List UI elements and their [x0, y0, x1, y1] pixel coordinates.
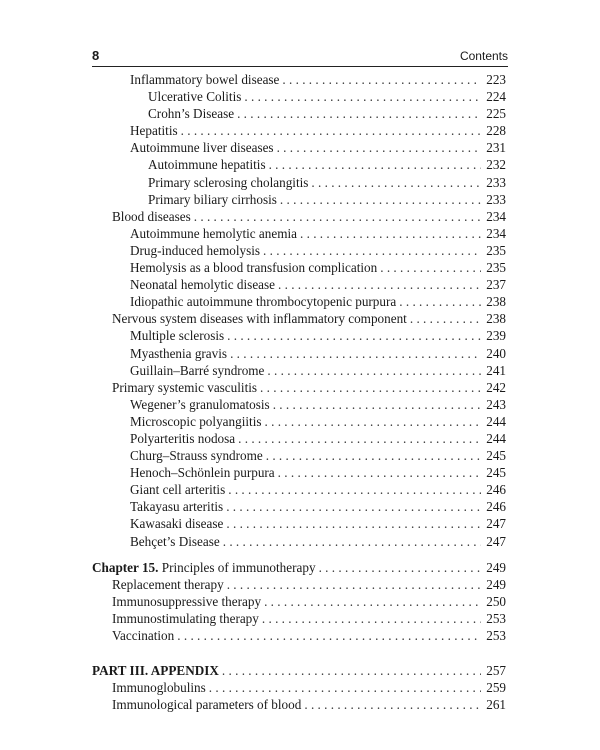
toc-entry-page: 249 — [486, 559, 506, 575]
toc-entry-label: Immunological parameters of blood — [112, 697, 302, 713]
dot-leader — [278, 464, 481, 481]
toc-entry[interactable] — [92, 533, 506, 550]
toc-entry-page: 247 — [486, 516, 506, 532]
toc-entry-page: 231 — [486, 140, 506, 156]
dot-leader — [399, 293, 481, 310]
toc-entry[interactable] — [92, 88, 506, 105]
toc-entry[interactable] — [92, 293, 506, 310]
dot-leader — [194, 208, 481, 225]
toc-entry-label: Hepatitis — [130, 123, 178, 139]
dot-leader — [238, 430, 481, 447]
toc-entry[interactable] — [92, 105, 506, 122]
toc-entry-label: Inflammatory bowel disease — [130, 72, 280, 87]
toc-entry-page: 253 — [486, 610, 506, 626]
toc-entry-label: Kawasaki disease — [130, 516, 224, 532]
toc-entry-page: 242 — [486, 379, 506, 395]
toc-entry[interactable] — [92, 259, 506, 276]
toc-part-3-items — [92, 679, 506, 713]
dot-leader — [269, 156, 481, 173]
toc-entry-page: 233 — [486, 191, 506, 207]
dot-leader — [264, 593, 481, 610]
toc-entry-page: 233 — [486, 174, 506, 190]
toc-entry-page: 234 — [486, 225, 506, 241]
toc-entry-label: Giant cell arteritis — [130, 482, 226, 498]
running-title: Contents — [459, 49, 508, 63]
dot-leader — [209, 679, 481, 696]
toc-entry-page: 249 — [486, 576, 506, 592]
toc-entry[interactable] — [92, 208, 506, 225]
toc-entry-label: Neonatal hemolytic disease — [130, 277, 276, 293]
dot-leader — [304, 696, 481, 713]
toc-section-group1 — [92, 71, 506, 550]
toc-entry-page: 228 — [486, 123, 506, 139]
toc-entry-page: 246 — [486, 482, 506, 498]
dot-leader — [280, 191, 481, 208]
toc-entry-label: Drug-induced hemolysis — [130, 242, 261, 258]
toc-entry[interactable] — [92, 225, 506, 242]
toc-entry-page: 235 — [486, 260, 506, 276]
toc-part-3[interactable] — [92, 662, 506, 679]
toc-entry[interactable] — [92, 139, 506, 156]
dot-leader — [237, 105, 481, 122]
toc-entry-page: 234 — [486, 208, 506, 224]
toc-entry[interactable] — [92, 593, 506, 610]
dot-leader — [262, 610, 481, 627]
toc-entry-label: Immunoglobulins — [112, 680, 206, 696]
dot-leader — [230, 345, 481, 362]
dot-leader — [265, 413, 482, 430]
toc-entry-label: Microscopic polyangiitis — [130, 413, 262, 429]
toc-entry-page: 261 — [486, 697, 506, 713]
dot-leader — [181, 122, 481, 139]
toc-entry[interactable] — [92, 310, 506, 327]
toc-entry-page: 241 — [486, 362, 506, 378]
toc-entry-page: 257 — [486, 663, 506, 679]
dot-leader — [300, 225, 481, 242]
page-header — [92, 46, 508, 67]
toc-entry-page: 238 — [486, 311, 506, 327]
dot-leader — [226, 498, 481, 515]
toc-entry-label: Nervous system diseases with inflammatory component — [112, 311, 407, 327]
page-number: 8 — [92, 48, 100, 63]
toc-entry-label: Autoimmune hemolytic anemia — [130, 225, 298, 241]
toc-entry-label: Churg–Strauss syndrome — [130, 448, 263, 464]
toc-entry[interactable] — [92, 396, 506, 413]
dot-leader — [273, 396, 481, 413]
toc-entry[interactable] — [92, 576, 506, 593]
dot-leader — [277, 139, 481, 156]
toc-entry-page: 245 — [486, 448, 506, 464]
toc-entry[interactable] — [92, 464, 506, 481]
toc-entry-label: Immunostimulating therapy — [112, 610, 259, 626]
spacer — [92, 550, 506, 559]
toc-entry-page: 246 — [486, 499, 506, 515]
toc-entry-label: PART III. APPENDIX — [92, 663, 219, 679]
toc-entry-page: 223 — [486, 72, 506, 87]
table-of-contents — [92, 71, 506, 713]
toc-entry[interactable] — [92, 191, 506, 208]
dot-leader — [410, 310, 481, 327]
toc-entry-label: Primary biliary cirrhosis — [148, 191, 277, 207]
dot-leader — [380, 259, 481, 276]
toc-entry-label: Blood diseases — [112, 208, 191, 224]
toc-entry[interactable] — [92, 627, 506, 644]
spacer — [92, 644, 506, 662]
toc-entry[interactable] — [92, 122, 506, 139]
toc-entry-label: Immunosuppressive therapy — [112, 593, 262, 609]
toc-entry-label: Primary systemic vasculitis — [112, 379, 258, 395]
toc-entry[interactable] — [92, 610, 506, 627]
toc-entry-page: 232 — [486, 157, 506, 173]
toc-entry-label: Ulcerative Colitis — [148, 89, 242, 105]
toc-entry[interactable] — [92, 71, 506, 88]
chapter-prefix: Chapter 15. — [92, 559, 159, 575]
toc-entry-label: Behçet’s Disease — [130, 533, 220, 549]
toc-entry-label: Autoimmune hepatitis — [148, 157, 266, 173]
toc-entry-label: Autoimmune liver diseases — [130, 140, 274, 156]
dot-leader — [278, 276, 481, 293]
dot-leader — [260, 379, 481, 396]
dot-leader — [263, 242, 481, 259]
dot-leader — [311, 174, 481, 191]
toc-entry-page: 244 — [486, 430, 506, 446]
toc-entry-page: 245 — [486, 465, 506, 481]
dot-leader — [227, 327, 481, 344]
toc-entry-page: 247 — [486, 533, 506, 549]
toc-chapter-15-items — [92, 576, 506, 644]
toc-entry[interactable] — [92, 379, 506, 396]
toc-entry-page: 237 — [486, 277, 506, 293]
toc-entry-label: Replacement therapy — [112, 576, 224, 592]
toc-entry[interactable] — [92, 362, 506, 379]
toc-entry-label: Vaccination — [112, 628, 175, 643]
dot-leader — [223, 533, 481, 550]
toc-entry[interactable] — [92, 515, 506, 532]
toc-entry[interactable] — [92, 242, 506, 259]
dot-leader — [227, 576, 481, 593]
chapter-title: Principles of immunotherapy — [158, 559, 316, 575]
toc-entry[interactable] — [92, 413, 506, 430]
toc-entry-page: 224 — [486, 89, 506, 105]
toc-entry[interactable] — [92, 174, 506, 191]
toc-entry-page: 239 — [486, 328, 506, 344]
dot-leader — [244, 88, 481, 105]
toc-entry[interactable] — [92, 327, 506, 344]
dot-leader — [177, 627, 481, 644]
toc-entry[interactable] — [92, 156, 506, 173]
toc-entry[interactable] — [92, 430, 506, 447]
dot-leader — [226, 515, 481, 532]
toc-entry-label: Henoch–Schönlein purpura — [130, 465, 275, 481]
toc-chapter-15[interactable] — [92, 559, 506, 576]
toc-entry-label: Crohn’s Disease — [148, 106, 235, 122]
toc-entry-page: 238 — [486, 294, 506, 310]
dot-leader — [222, 662, 481, 679]
dot-leader — [266, 447, 481, 464]
toc-entry[interactable] — [92, 696, 506, 713]
toc-entry-page: 235 — [486, 242, 506, 258]
toc-entry-page: 250 — [486, 593, 506, 609]
toc-entry[interactable] — [92, 345, 506, 362]
toc-entry-page: 243 — [486, 396, 506, 412]
toc-entry-label: Primary sclerosing cholangitis — [148, 174, 309, 190]
toc-entry-label: Polyarteritis nodosa — [130, 430, 236, 446]
toc-entry-label: Multiple sclerosis — [130, 328, 225, 344]
toc-entry-page: 225 — [486, 106, 506, 122]
toc-entry-page: 240 — [486, 345, 506, 361]
toc-entry-page: 253 — [486, 628, 506, 643]
toc-entry-label — [92, 559, 316, 576]
toc-entry-label: Myasthenia gravis — [130, 345, 228, 361]
toc-entry-label: Hemolysis as a blood transfusion complication — [130, 260, 378, 276]
toc-entry-label: Idiopathic autoimmune thrombocytopenic purpura — [130, 294, 397, 310]
toc-entry-label: Takayasu arteritis — [130, 499, 224, 515]
dot-leader — [228, 481, 481, 498]
toc-entry-label: Guillain–Barré syndrome — [130, 362, 265, 378]
toc-entry-page: 259 — [486, 680, 506, 696]
dot-leader — [267, 362, 481, 379]
toc-entry[interactable] — [92, 481, 506, 498]
toc-entry[interactable] — [92, 679, 506, 696]
toc-entry-page: 244 — [486, 413, 506, 429]
toc-entry-label: Wegener’s granulomatosis — [130, 396, 270, 412]
toc-entry[interactable] — [92, 498, 506, 515]
dot-leader — [282, 71, 481, 88]
dot-leader — [319, 559, 481, 576]
toc-entry[interactable] — [92, 276, 506, 293]
toc-entry[interactable] — [92, 447, 506, 464]
